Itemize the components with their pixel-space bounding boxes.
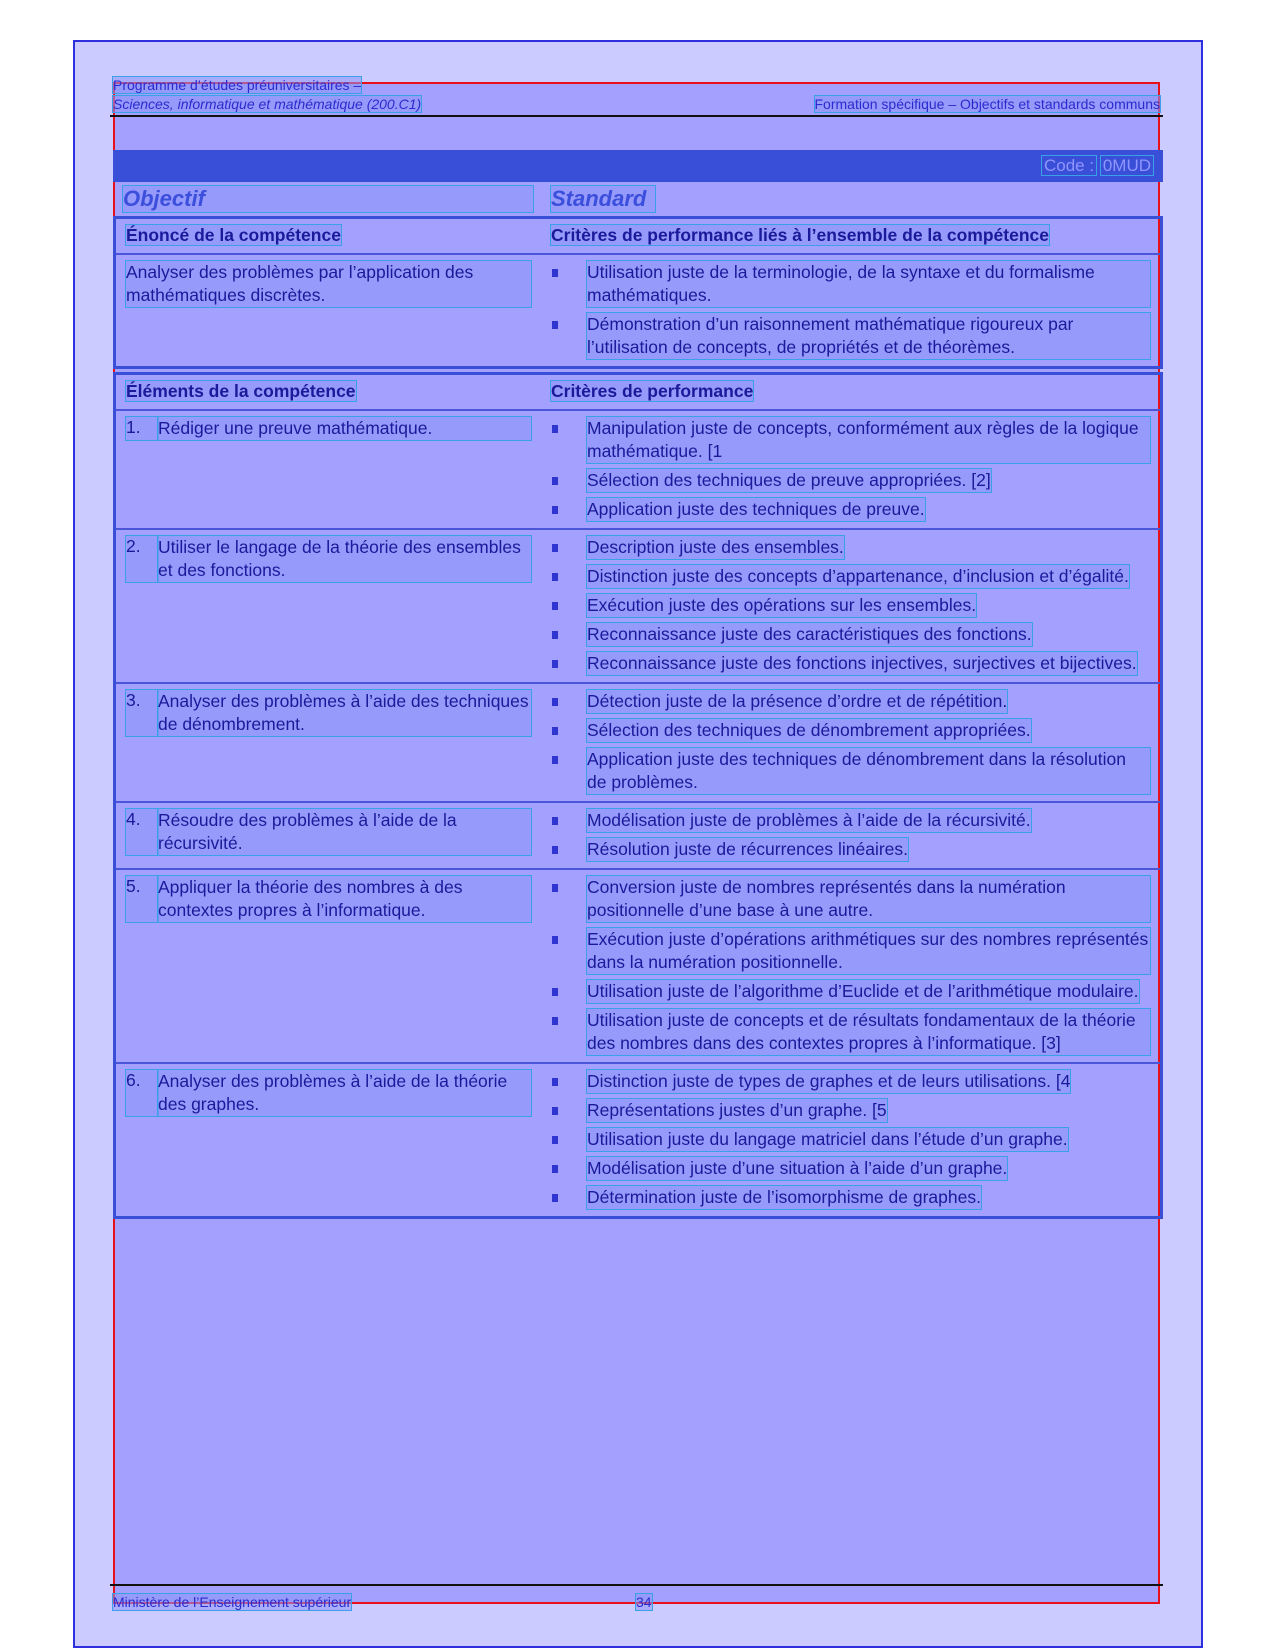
bullet-icon xyxy=(551,1099,587,1122)
table-row xyxy=(115,869,1162,1063)
competency-code xyxy=(1042,156,1153,176)
competence-criteria-list xyxy=(551,261,1150,359)
footer-ministry: Ministère de l’Enseignement supérieur xyxy=(113,1594,352,1610)
code-label: Code : xyxy=(1044,156,1095,175)
standard-heading: Standard xyxy=(551,186,655,212)
footer-rule xyxy=(110,1584,1163,1586)
elements-header-left: Éléments de la compétence xyxy=(126,381,356,401)
page-number: 34 xyxy=(636,1594,652,1610)
bullet-icon xyxy=(551,623,587,646)
list-item: Distinction juste de types de graphes et de leurs utilisations. [4 xyxy=(551,1070,1150,1093)
list-item: Représentations justes d’un graphe. [5 xyxy=(551,1099,1150,1122)
bullet-icon xyxy=(551,1157,587,1180)
header-section-title: Formation spécifique – Objectifs et standards communs xyxy=(814,96,1160,112)
bullet-icon xyxy=(551,498,587,521)
list-item: Conversion juste de nombres représentés dans la numération positionnelle d’une base à une autre. xyxy=(551,876,1150,922)
bullet-icon xyxy=(551,1070,587,1093)
bullet-icon xyxy=(551,690,587,713)
table-header-row xyxy=(115,218,1162,255)
element-text: Analyser des problèmes à l’aide de la théorie des graphes. xyxy=(158,1070,531,1116)
list-item: Exécution juste des opérations sur les ensembles. xyxy=(551,594,1150,617)
bullet-icon xyxy=(551,261,587,307)
list-item: Reconnaissance juste des fonctions injectives, surjectives et bijectives. xyxy=(551,652,1150,675)
bullet-icon xyxy=(551,876,587,922)
code-value: 0MUD xyxy=(1102,156,1151,175)
list-item: Détection juste de la présence d’ordre et de répétition. xyxy=(551,690,1150,713)
list-item: Utilisation juste de concepts et de résultats fondamentaux de la théorie des nombres dans des contextes propres à l’informatique. [3] xyxy=(551,1009,1150,1055)
bullet-icon xyxy=(551,652,587,675)
code-bar xyxy=(113,150,1163,182)
competence-header-right: Critères de performance liés à l’ensemble de la compétence xyxy=(551,225,1049,245)
bullet-icon xyxy=(551,536,587,559)
criteria-list xyxy=(551,690,1150,794)
criteria-list xyxy=(551,417,1150,521)
list-item: Utilisation juste du langage matriciel dans l’étude d’un graphe. xyxy=(551,1128,1150,1151)
list-item: Résolution juste de récurrences linéaires. xyxy=(551,838,1150,861)
elements-header-right: Critères de performance xyxy=(551,381,754,401)
bullet-icon xyxy=(551,469,587,492)
table-row xyxy=(115,802,1162,869)
criteria-list xyxy=(551,1070,1150,1209)
element-number: 6. xyxy=(126,1070,158,1116)
list-item: Description juste des ensembles. xyxy=(551,536,1150,559)
element-number: 3. xyxy=(126,690,158,736)
objectif-heading: Objectif xyxy=(123,186,533,212)
element-text: Résoudre des problèmes à l’aide de la récursivité. xyxy=(158,809,531,855)
header-program-title: Programme d’études préuniversitaires – xyxy=(113,77,362,93)
criteria-list xyxy=(551,809,1150,861)
list-item: Sélection des techniques de preuve appropriées. [2] xyxy=(551,469,1150,492)
list-item: Modélisation juste de problèmes à l’aide de la récursivité. xyxy=(551,809,1150,832)
list-item: Utilisation juste de l’algorithme d’Euclide et de l’arithmétique modulaire. xyxy=(551,980,1150,1003)
bullet-icon xyxy=(551,313,587,359)
bullet-icon xyxy=(551,594,587,617)
criteria-list xyxy=(551,876,1150,1055)
header-rule xyxy=(110,115,1163,117)
element-text: Appliquer la théorie des nombres à des contextes propres à l’informatique. xyxy=(158,876,531,922)
element-number: 4. xyxy=(126,809,158,855)
list-item: Application juste des techniques de dénombrement dans la résolution de problèmes. xyxy=(551,748,1150,794)
element-text: Rédiger une preuve mathématique. xyxy=(158,417,531,440)
list-item: Détermination juste de l’isomorphisme de graphes. xyxy=(551,1186,1150,1209)
list-item: Reconnaissance juste des caractéristiques des fonctions. xyxy=(551,623,1150,646)
list-item: Modélisation juste d’une situation à l’aide d’un graphe. xyxy=(551,1157,1150,1180)
list-item: Manipulation juste de concepts, conformément aux règles de la logique mathématique. [1 xyxy=(551,417,1150,463)
bullet-icon xyxy=(551,1128,587,1151)
bullet-icon xyxy=(551,928,587,974)
table-row xyxy=(115,1063,1162,1218)
competence-header-left: Énoncé de la compétence xyxy=(126,225,341,245)
table-row xyxy=(115,410,1162,529)
element-number: 2. xyxy=(126,536,158,582)
bullet-icon xyxy=(551,565,587,588)
bullet-icon xyxy=(551,809,587,832)
list-item: Sélection des techniques de dénombrement appropriées. xyxy=(551,719,1150,742)
element-number: 5. xyxy=(126,876,158,922)
bullet-icon xyxy=(551,417,587,463)
table-header-row xyxy=(115,374,1162,411)
element-text: Utiliser le langage de la théorie des ensembles et des fonctions. xyxy=(158,536,531,582)
table-row xyxy=(115,529,1162,683)
list-item: Distinction juste des concepts d’appartenance, d’inclusion et d’égalité. xyxy=(551,565,1150,588)
list-item: Utilisation juste de la terminologie, de la syntaxe et du formalisme mathématiques. xyxy=(551,261,1150,307)
bullet-icon xyxy=(551,1009,587,1055)
bullet-icon xyxy=(551,980,587,1003)
element-text: Analyser des problèmes à l’aide des techniques de dénombrement. xyxy=(158,690,531,736)
elements-table xyxy=(113,372,1163,1219)
table-row xyxy=(115,254,1162,368)
competence-table xyxy=(113,216,1163,369)
bullet-icon xyxy=(551,838,587,861)
list-item: Démonstration d’un raisonnement mathématique rigoureux par l’utilisation de concepts, de propriétés et de théorèmes. xyxy=(551,313,1150,359)
bullet-icon xyxy=(551,1186,587,1209)
list-item: Exécution juste d’opérations arithmétiques sur des nombres représentés dans la numération positionnelle. xyxy=(551,928,1150,974)
table-row xyxy=(115,683,1162,802)
bullet-icon xyxy=(551,748,587,794)
list-item: Application juste des techniques de preuve. xyxy=(551,498,1150,521)
element-number: 1. xyxy=(126,417,158,440)
bullet-icon xyxy=(551,719,587,742)
criteria-list xyxy=(551,536,1150,675)
competence-statement: Analyser des problèmes par l’application des mathématiques discrètes. xyxy=(126,261,531,307)
header-program-name: Sciences, informatique et mathématique (200.C1) xyxy=(113,96,422,112)
